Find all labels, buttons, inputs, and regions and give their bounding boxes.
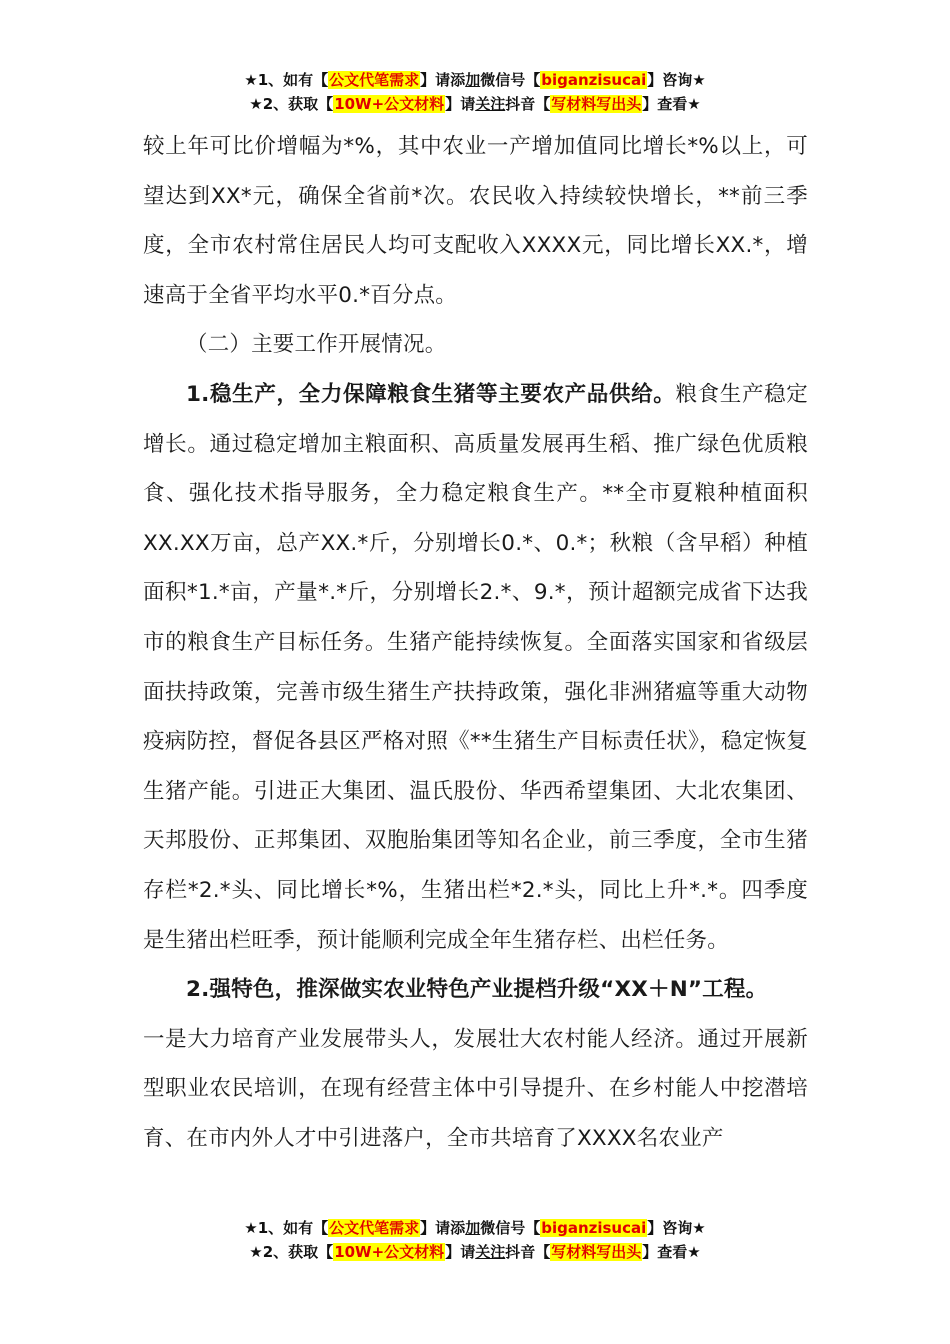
subheading-1: 1.稳生产，全力保障粮食生猪等主要农产品供给。: [186, 381, 676, 407]
header-banner: [0, 68, 950, 116]
banner-text: 抖音【: [505, 1243, 551, 1261]
banner-underlined: 加: [465, 71, 481, 89]
banner-line-2: [0, 92, 950, 116]
banner-text: 】请添: [420, 71, 466, 89]
banner-text: ★1、如有【: [244, 71, 329, 89]
banner-highlight: 10W+公文材料: [334, 1243, 445, 1261]
banner-wechat-id: biganzisucai: [541, 71, 647, 89]
banner-text: ★1、如有【: [244, 1219, 329, 1237]
banner-text: 】查看★: [642, 95, 701, 113]
banner-highlight: 公文代笔需求: [329, 1219, 420, 1237]
paragraph-5: 一是大力培育产业发展带头人，发展壮大农村能人经济。通过开展新型职业农民培训，在现有经营主体中引导提升、在乡村能人中挖潜培育、在市内外人才中引进落户，全市共培育了XXXX名农业产: [143, 1026, 808, 1151]
document-body: [143, 122, 808, 1163]
banner-text: 微信号【: [480, 71, 541, 89]
banner-text: ★2、获取【: [249, 95, 334, 113]
banner-douyin-id: 写材料写出头: [551, 1243, 642, 1261]
banner-underlined: 加: [465, 1219, 481, 1237]
banner-text: 】请: [445, 1243, 476, 1261]
banner-highlight: 公文代笔需求: [329, 71, 420, 89]
banner-line-2: [0, 1240, 950, 1264]
banner-line-1: [0, 68, 950, 92]
paragraph-1: 较上年可比价增幅为*%，其中农业一产增加值同比增长*%以上，可望达到XX*元，确保全省前*次。农民收入持续较快增长，**前三季度，全市农村常住居民人均可支配收入XXXX元，同比增长XX.*，增速高于全省平均水平0.*百分点。: [143, 134, 808, 308]
paragraph-3-text: 粮食生产稳定增长。通过稳定增加主粮面积、高质量发展再生稻、推广绿色优质粮食、强化技术指导服务，全力稳定粮食生产。**全市夏粮种植面积XX.XX万亩，总产XX.*斤，分别增长0.*、0.*；秋粮（含早稻）种植面积*1.*亩，产量*.*斤，分别增长2.*、9.*，预计超额完成省下达我市的粮食生产目标任务。生猪产能持续恢复。全面落实国家和省级层面扶持政策，完善市级生猪生产扶持政策，强化非洲猪瘟等重大动物疫病防控，督促各县区严格对照《**生猪生产目标责任状》，稳定恢复生猪产能。引进正大集团、温氏股份、华西希望集团、大北农集团、天邦股份、正邦集团、双胞胎集团等知名企业，前三季度，全市生猪存栏*2.*头、同比增长*%，生猪出栏*2.*头，同比上升*.*。四季度是生猪出栏旺季，预计能顺利完成全年生猪存栏、出栏任务。: [143, 381, 808, 953]
banner-line-1: [0, 1216, 950, 1240]
paragraph-3: [143, 370, 808, 965]
banner-text: 】请: [445, 95, 476, 113]
banner-text: ★2、获取【: [249, 1243, 334, 1261]
footer-banner: [0, 1216, 950, 1264]
banner-underlined: 关注: [475, 95, 506, 113]
banner-highlight: 10W+公文材料: [334, 95, 445, 113]
banner-wechat-id: biganzisucai: [541, 1219, 647, 1237]
banner-douyin-id: 写材料写出头: [551, 95, 642, 113]
subheading-2: 2.强特色，推深做实农业特色产业提档升级“XX＋N”工程。: [186, 977, 768, 1003]
banner-text: 微信号【: [480, 1219, 541, 1237]
banner-text: 抖音【: [505, 95, 551, 113]
banner-text: 】查看★: [642, 1243, 701, 1261]
banner-text: 】咨询★: [647, 71, 706, 89]
banner-text: 】请添: [420, 1219, 466, 1237]
banner-text: 】咨询★: [647, 1219, 706, 1237]
banner-underlined: 关注: [475, 1243, 506, 1261]
section-heading: （二）主要工作开展情况。: [186, 332, 447, 358]
